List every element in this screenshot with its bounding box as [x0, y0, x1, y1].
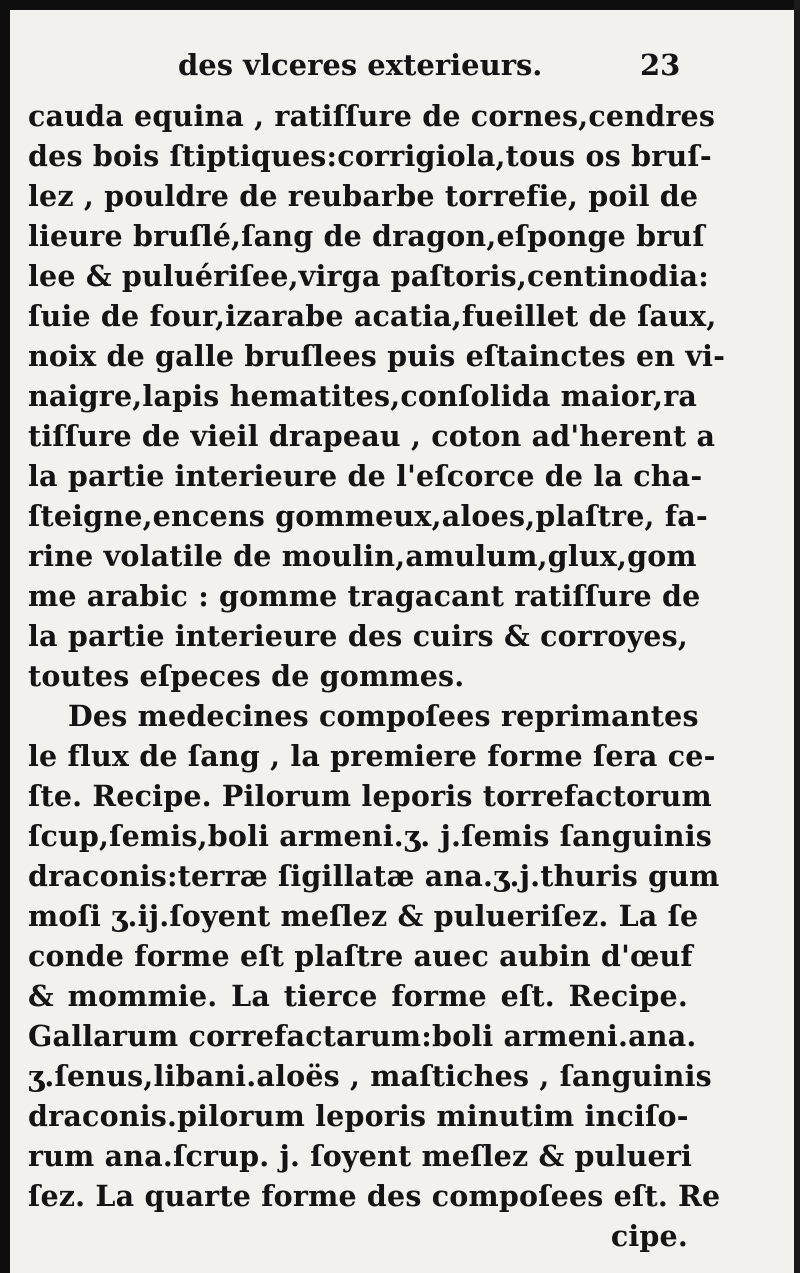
text-line: la partie interieure des cuirs & corroyes,: [28, 619, 688, 653]
running-head: [28, 44, 688, 96]
text-line: Gallarum correfactarum:boli armeni.ana.: [28, 1019, 697, 1053]
body-text: [28, 96, 726, 1256]
text-line: lez , pouldre de reubarbe torrefie, poil de: [28, 179, 699, 213]
text-line: la partie interieure de l'eſcorce de la cha-: [28, 459, 703, 493]
text-line: ſte. Recipe. Pilorum leporis torrefactorum: [28, 779, 712, 813]
paragraph-end-line: toutes eſpeces de gommes.: [28, 659, 465, 693]
text-line: me arabic : gomme tragacant ratiſſure de: [28, 579, 701, 613]
book-page: [28, 44, 726, 1256]
text-line: tiſſure de vieil drapeau , coton ad'herent a: [28, 419, 716, 453]
scan-border-left: [0, 0, 10, 1273]
text-line: & mommie. La tierce forme eſt. Recipe.: [28, 979, 688, 1013]
text-line: cauda equina , ratiſſure de cornes,cendres: [28, 99, 716, 133]
text-line: moſi ʒ.ij.ſoyent meſlez & pulueriſez. La ſe: [28, 899, 699, 933]
text-line: ſez. La quarte forme des compoſees eſt. Re: [28, 1179, 721, 1213]
text-line: rum ana.ſcrup. j. ſoyent meſlez & pulueri: [28, 1139, 693, 1173]
text-line: rine volatile de moulin,amulum,glux,gom: [28, 539, 697, 573]
text-line: naigre,lapis hematites,conſolida maior,ra: [28, 379, 698, 413]
scan-border-top: [0, 0, 800, 10]
text-line: draconis:terræ ſigillatæ ana.ʒ.j.thuris gum: [28, 859, 720, 893]
text-line: des bois ſtiptiques:corrigiola,tous os bruſ-: [28, 139, 712, 173]
text-line: ſuie de four,izarabe acatia,fueillet de ſaux,: [28, 299, 717, 333]
text-line: ſcup,ſemis,boli armeni.ʒ. j.ſemis ſanguinis: [28, 819, 712, 853]
scan-border-right: [794, 0, 800, 1273]
catchword-line: cipe.: [610, 1219, 688, 1253]
text-line: le flux de ſang , la premiere forme ſera ce-: [28, 739, 716, 773]
text-line: conde forme eſt plaſtre auec aubin d'œuf: [28, 939, 693, 973]
text-line: lee & puluériſee,virga paſtoris,centinodia:: [28, 259, 709, 293]
text-line: lieure bruſlé,ſang de dragon,eſponge bruſ: [28, 219, 705, 253]
text-line: ſteigne,encens gommeux,aloes,plaſtre, fa-: [28, 499, 708, 533]
paragraph-start-line: Des medecines compoſees reprimantes: [68, 699, 699, 733]
page-number: 23: [640, 48, 681, 82]
text-line: draconis.pilorum leporis minutim inciſo-: [28, 1099, 689, 1133]
running-title: des vlceres exterieurs.: [178, 48, 543, 82]
text-line: ʒ.ſenus,libani.aloës , maſtiches , ſanguinis: [28, 1059, 712, 1093]
text-line: noix de galle bruſlees puis eſtainctes en vi-: [28, 339, 726, 373]
